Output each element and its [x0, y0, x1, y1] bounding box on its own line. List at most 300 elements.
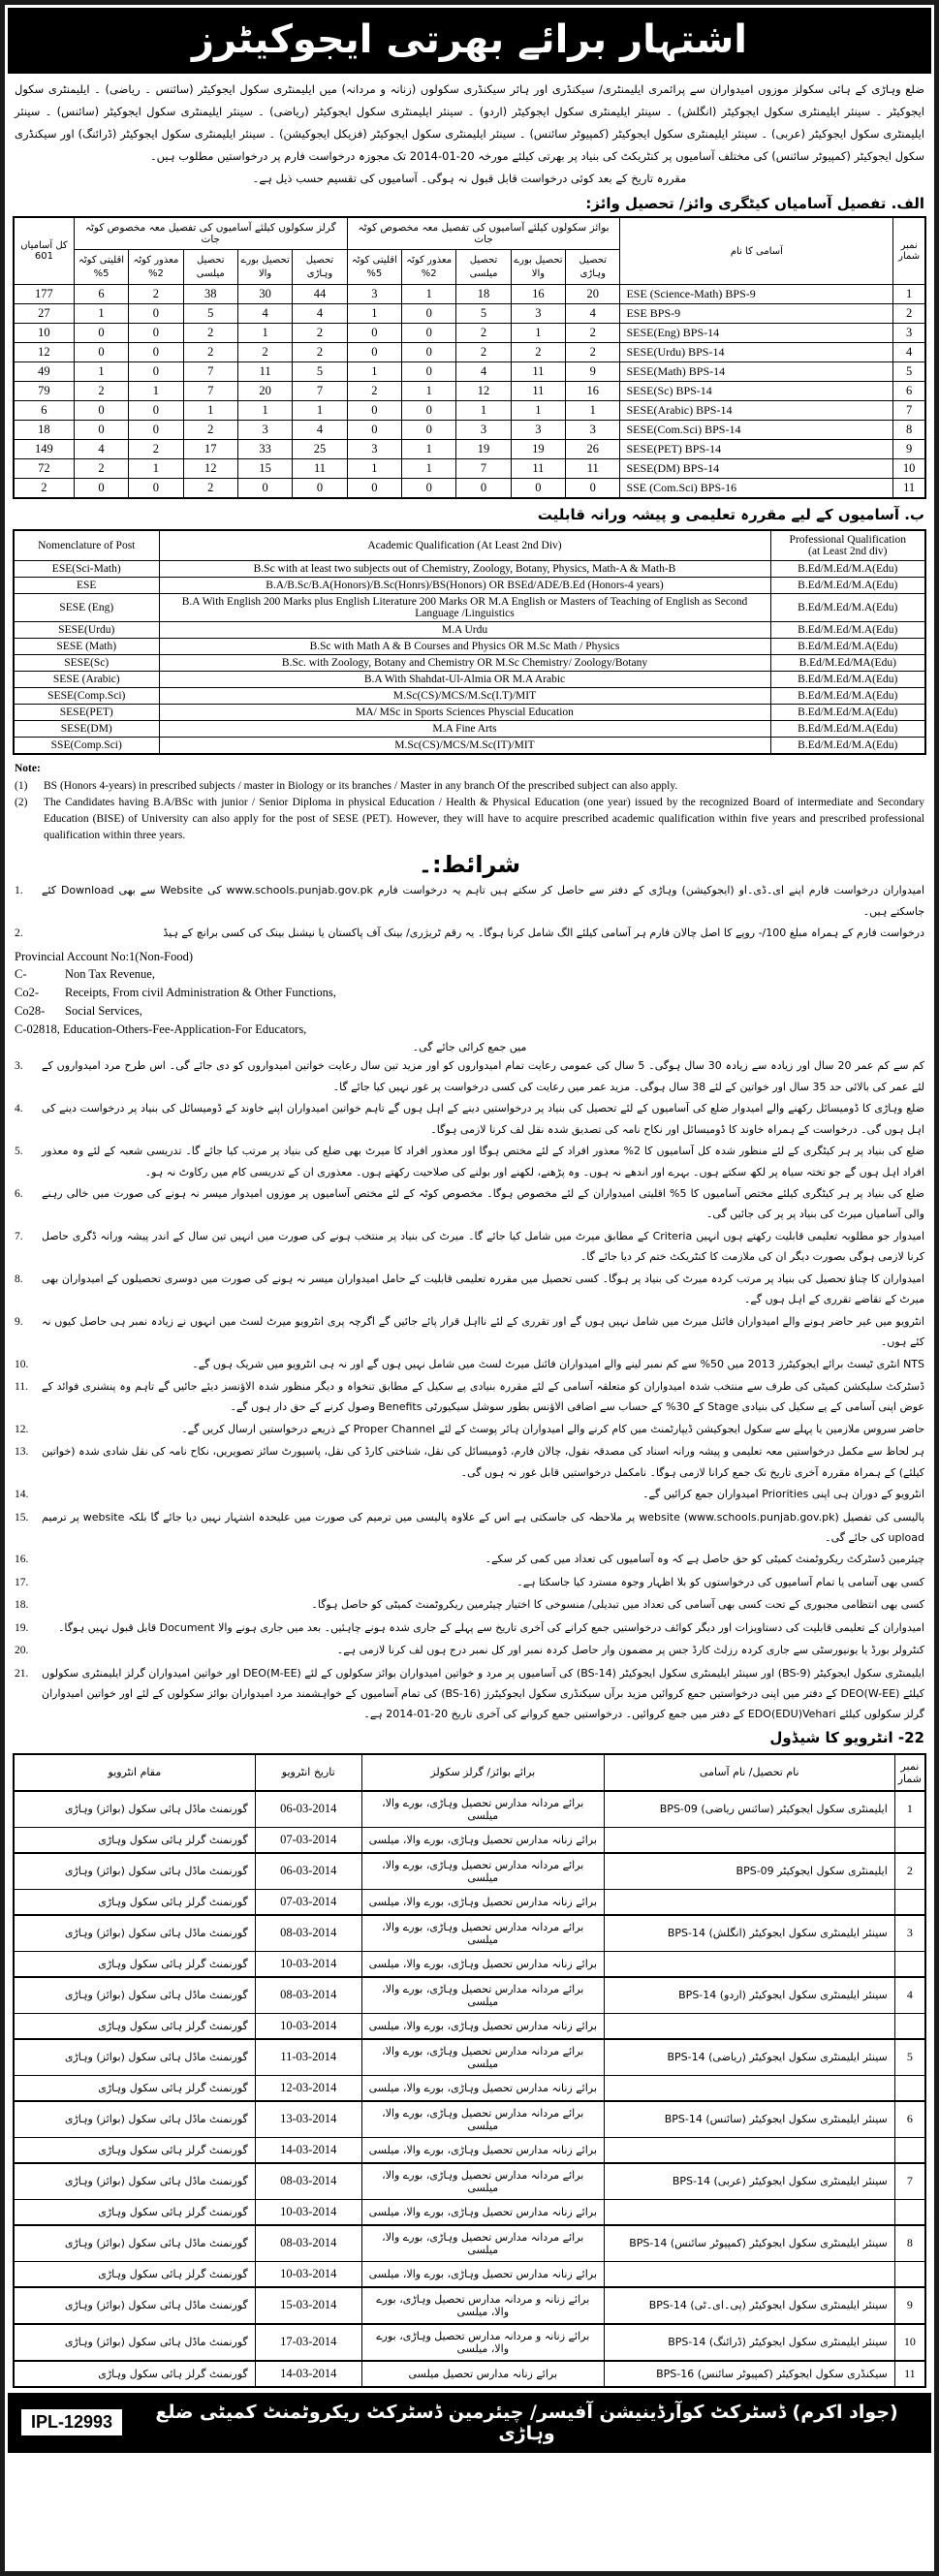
interview-schedule-table [13, 1753, 926, 2388]
schedule-cell-date: 08-03-2014 [255, 2163, 361, 2200]
schedule-cell-date: 10-03-2014 [255, 1951, 361, 1977]
account-row [15, 965, 924, 984]
condition-text: پالیسی کی تفصیل (www.schools.punjab.gov.pk) website پر ملاحظہ کی جاسکتی ہے اس کے علاوہ پالیسی میں ترمیم کی صورت میں علیحدہ اشتہار نہیں دیا جائے گا بلکہ website پر ترمیم upload کی جائے گی۔ [42, 1510, 925, 1544]
vacancy-cell-girls: 0 [129, 401, 183, 421]
vacancy-cell-girls: 0 [74, 421, 128, 440]
account-row [15, 1002, 924, 1021]
qualification-table [13, 529, 926, 755]
schedule-cell-venue: گورنمنٹ گرلز ہائی سکول وہاڑی [14, 2013, 255, 2039]
list-item [15, 1376, 924, 1418]
vacancy-th-boys-disabled: معذور کوٹہ 2% [402, 250, 456, 285]
schedule-table-body [14, 1791, 925, 2387]
condition-marker: 1. [15, 885, 23, 897]
vacancy-cell-girls: 1 [237, 324, 292, 343]
table-row [14, 738, 925, 755]
qual-cell-post: SESE(Urdu) [14, 622, 159, 639]
vacancy-cell-sr: 1 [893, 285, 925, 304]
table-row [14, 2163, 925, 2200]
qual-th-professional [770, 530, 925, 561]
table-row [14, 2101, 925, 2138]
account-provincial-line: Provincial Account No:1(Non-Food) [15, 949, 194, 963]
qual-cell-academic: MA/ MSc in Sports Sciences Physcial Education [159, 705, 770, 721]
account-code: Co2- [15, 986, 39, 1000]
schedule-cell-date: 13-03-2014 [255, 2101, 361, 2138]
vacancy-cell-boys: 2 [347, 382, 401, 401]
vacancy-cell-girls: 38 [183, 285, 237, 304]
condition-text: NTS انٹری ٹیسٹ برائے ایجوکیٹرز 2013 میں 50% سے کم نمبر لینے والے امیدواران فائنل میرٹ لسٹ میں شامل نہیں ہوں گے اور نہ ہی انٹرویو میں شریک ہوں گے۔ [192, 1357, 924, 1370]
vacancy-total-label: کل آسامیاں [20, 240, 68, 251]
account-details-block [5, 946, 934, 1041]
list-item [15, 1226, 924, 1268]
vacancy-cell-post: ESE BPS-9 [620, 304, 893, 324]
condition-text: امیدواران کا چناؤ تحصیل کی بنیاد پر مرتب کردہ میرٹ کی بنیاد پر ہوگا۔ کسی تحصیل میں مقررہ تعلیمی قابلیت کے حامل امیدواران میسر نہ ہونے کی صورت میں دوسری تحصیلوں کے امیدواران بھی میرٹ کے تقاضے تقرری کے اہل ہوں گے۔ [42, 1272, 924, 1306]
shrait-top-list [5, 880, 934, 944]
table-row [14, 2324, 925, 2361]
account-rows [15, 965, 924, 1020]
table-row [14, 2361, 925, 2387]
schedule-cell-school: برائے زنانہ مدارس تحصیل وہاڑی، بورے والا، میلسی [361, 1951, 604, 1977]
schedule-cell-post [604, 1827, 894, 1853]
vacancy-cell-girls: 0 [129, 324, 183, 343]
vacancy-cell-total: 10 [14, 324, 74, 343]
table-row [14, 2075, 925, 2101]
intro-last-line: مقررہ تاریخ کے بعد کوئی درخواست قابل قبول نہ ہوگی۔ آسامیوں کی تقسیم حسب ذیل ہے۔ [252, 172, 687, 185]
vacancy-cell-post: SESE(PET) BPS-14 [620, 440, 893, 459]
schedule-cell-post: سینئر ایلیمنٹری سکول ایجوکیٹر (انگلش) BPS-14 [604, 1915, 894, 1952]
schedule-cell-post [604, 2261, 894, 2287]
vacancy-cell-girls: 2 [183, 479, 237, 499]
schedule-cell-post: سینئر ایلیمنٹری سکول ایجوکیٹر (سائنس) BPS-14 [604, 2101, 894, 2138]
intro-paragraph-block [5, 74, 934, 192]
condition-marker: 6. [15, 1188, 23, 1201]
vacancy-cell-girls: 0 [74, 343, 128, 362]
schedule-cell-venue: گورنمنٹ گرلز ہائی سکول وہاڑی [14, 1827, 255, 1853]
note-text: The Candidates having B.A/BSc with junior / Senior Diploma in physical Education / Health & Physical Education (one year) issued by the recognized Board of intermediate and Secondary Education (BISE) of University can also apply for the post of SESE (PET). However, they will have to acquire prescribed academic qualification within five years and prescribed professional qualification within three years. [44, 797, 924, 841]
condition-text: کسی بھی انتظامی مجبوری کے تحت کسی بھی آسامی کی تعداد میں تبدیلی/ منسوخی کا اختیار چیئرمین ریکروٹمنٹ کمیٹی کو حاصل ہوگا۔ [311, 1598, 924, 1612]
vacancy-cell-boys: 0 [511, 479, 565, 499]
condition-marker: 4. [15, 1103, 23, 1115]
page-title: اشتہار برائے بھرتی ایجوکیٹرز [192, 17, 747, 62]
vacancy-cell-boys: 1 [566, 401, 620, 421]
vacancy-cell-girls: 1 [74, 304, 128, 324]
schedule-cell-school: برائے زنانہ مدارس تحصیل میلسی [361, 2361, 604, 2387]
vacancy-cell-boys: 0 [402, 362, 456, 382]
vacancy-cell-girls: 15 [237, 459, 292, 479]
schedule-cell-school: برائے مردانہ مدارس تحصیل وہاڑی، بورے والا، میلسی [361, 1791, 604, 1828]
vacancy-cell-total: 2 [14, 479, 74, 499]
schedule-cell-post: سینئر ایلیمنٹری سکول ایجوکیٹر (اردو) BPS-14 [604, 1977, 894, 2014]
condition-marker: 7. [15, 1230, 23, 1242]
schedule-cell-school: برائے زنانہ مدارس تحصیل وہاڑی، بورے والا، میلسی [361, 1889, 604, 1915]
schedule-cell-venue: گورنمنٹ ماڈل ہائی سکول (بوائز) وہاڑی [14, 1977, 255, 2014]
vacancy-cell-boys: 3 [511, 421, 565, 440]
list-item [15, 1663, 924, 1725]
vacancy-cell-girls: 2 [129, 440, 183, 459]
condition-text: چیئرمین ڈسٹرکٹ ریکروٹمنٹ کمیٹی کو حق حاصل ہے کہ وہ آسامیوں کی تعداد میں کمی کر سکے۔ [485, 1553, 924, 1566]
qual-cell-post: SSE(Comp.Sci) [14, 738, 159, 755]
note-text: BS (Honors 4-years) in prescribed subjects / master in Biology or its branches / Master in any branch Of the prescribed subject can also apply. [44, 779, 678, 792]
schedule-cell-date: 12-03-2014 [255, 2075, 361, 2101]
table-row [14, 2039, 925, 2076]
schedule-cell-school: برائے مردانہ مدارس تحصیل وہاڑی، بورے والا، میلسی [361, 2101, 604, 2138]
vacancy-table [13, 216, 926, 499]
schedule-cell-sr: 7 [894, 2163, 925, 2200]
vacancy-cell-boys: 0 [347, 479, 401, 499]
condition-marker: 15. [15, 1511, 29, 1524]
vacancy-cell-boys: 0 [347, 401, 401, 421]
schedule-cell-sr [894, 2013, 925, 2039]
schedule-cell-school: برائے مردانہ مدارس تحصیل وہاڑی، بورے والا، میلسی [361, 1977, 604, 2014]
schedule-cell-school: برائے زنانہ مدارس تحصیل وہاڑی، بورے والا، میلسی [361, 2137, 604, 2163]
list-item [15, 1594, 924, 1616]
qual-cell-academic: B.A With Shahdat-Ul-Almia OR M.A Arabic [159, 672, 770, 688]
qual-cell-professional: B.Ed/M.Ed/M.A(Edu) [770, 561, 925, 578]
schedule-cell-date: 07-03-2014 [255, 1827, 361, 1853]
schedule-cell-post: سینئر ایلیمنٹری سکول ایجوکیٹر (پی۔ای۔ٹی) BPS-14 [604, 2287, 894, 2324]
vacancy-cell-boys: 2 [566, 343, 620, 362]
vacancy-cell-boys: 0 [566, 479, 620, 499]
schedule-cell-venue: گورنمنٹ گرلز ہائی سکول وہاڑی [14, 2261, 255, 2287]
schedule-cell-school: برائے مردانہ مدارس تحصیل وہاڑی، بورے والا، میلسی [361, 1853, 604, 1890]
schedule-cell-sr [894, 1889, 925, 1915]
qual-cell-academic: M.A Urdu [159, 622, 770, 639]
vacancy-cell-girls: 1 [129, 459, 183, 479]
vacancy-cell-girls: 5 [183, 304, 237, 324]
vacancy-cell-boys: 1 [402, 440, 456, 459]
notes-title: Note: [15, 763, 41, 774]
vacancy-cell-boys: 1 [456, 401, 511, 421]
table-row [14, 705, 925, 721]
qualification-table-body [14, 561, 925, 755]
schedule-cell-date: 11-03-2014 [255, 2039, 361, 2076]
qual-cell-academic: B.A/B.Sc/B.A(Honors)/B.Sc(Honrs)/BS(Honors) OR BSEd/ADE/B.Ed (Honors-4 years) [159, 578, 770, 594]
schedule-th-date: تاریخ انٹرویو [255, 1754, 361, 1791]
vacancy-cell-girls: 0 [129, 362, 183, 382]
vacancy-cell-girls: 2 [237, 343, 292, 362]
condition-text: امیدوار جو مطلوبہ تعلیمی قابلیت رکھتے ہوں انہیں Criteria کے مطابق میرٹ میں شامل کیا جائے گا۔ میرٹ کی بنیاد پر منتخب ہونے کی صورت میں انہیں تین سال کے اندر پیشہ ورانہ ڈگری حاصل کرنا لازمی ہوگی بصورت دیگر ان کی ملازمت کا کنٹریکٹ ختم کر دیا جائے گا۔ [42, 1229, 925, 1264]
list-item [15, 1098, 924, 1140]
list-item [15, 1419, 924, 1440]
vacancy-cell-sr: 7 [893, 401, 925, 421]
vacancy-cell-girls: 7 [183, 362, 237, 382]
schedule-cell-date: 06-03-2014 [255, 1791, 361, 1828]
account-description: Receipts, From civil Administration & Other Functions, [65, 986, 336, 1000]
schedule-cell-post [604, 2137, 894, 2163]
list-item [15, 1141, 924, 1182]
qual-cell-professional: B.Ed/M.Ed/M.A(Edu) [770, 738, 925, 755]
schedule-cell-sr: 3 [894, 1915, 925, 1952]
vacancy-cell-girls: 3 [237, 421, 292, 440]
vacancy-cell-boys: 16 [566, 382, 620, 401]
table-row [14, 362, 925, 382]
vacancy-cell-boys: 3 [566, 421, 620, 440]
vacancy-cell-boys: 0 [402, 421, 456, 440]
vacancy-cell-girls: 2 [183, 421, 237, 440]
vacancy-cell-boys: 1 [347, 304, 401, 324]
qual-cell-post: SESE(DM) [14, 721, 159, 738]
vacancy-cell-sr: 10 [893, 459, 925, 479]
vacancy-cell-post: SESE(Urdu) BPS-14 [620, 343, 893, 362]
vacancy-th-boys-vehari: تحصیل وہاڑی [566, 250, 620, 285]
table-row [14, 479, 925, 499]
condition-marker: 10. [15, 1358, 29, 1370]
schedule-cell-school: برائے زنانہ مدارس تحصیل وہاڑی، بورے والا، میلسی [361, 2013, 604, 2039]
vacancy-cell-girls: 2 [293, 343, 347, 362]
qual-cell-academic: M.A Fine Arts [159, 721, 770, 738]
schedule-cell-school: برائے زنانہ مدارس تحصیل وہاڑی، بورے والا، میلسی [361, 2199, 604, 2225]
condition-text: ڈسٹرکٹ سلیکشن کمیٹی کی طرف سے منتخب شدہ امیدواران کو متعلقہ آسامی کے لئے مقررہ بنیادی پے سکیل کے مطابق تنخواہ و دیگر منظور شدہ الاؤنسز دیئے جائیں گے تاہم وہ پنشنری فوائد کے عوض اپنی آسامی کے پے سکیل کی بنیادی Stage کے 30% کے حساب سے اضافی الاؤنس بطور سوشل سیکیورٹی Benefits وصول کرنے کے حق دار ہوں گے۔ [42, 1379, 924, 1414]
schedule-cell-sr: 8 [894, 2225, 925, 2262]
table-row [14, 721, 925, 738]
table-row [14, 2199, 925, 2225]
vacancy-cell-sr: 11 [893, 479, 925, 499]
note-marker: (2) [15, 797, 28, 809]
schedule-th-venue: مقام انٹرویو [14, 1754, 255, 1791]
vacancy-cell-girls: 17 [183, 440, 237, 459]
table-row [14, 1889, 925, 1915]
vacancy-cell-boys: 4 [566, 304, 620, 324]
vacancy-cell-total: 18 [14, 421, 74, 440]
schedule-heading [5, 1726, 934, 1750]
condition-marker: 12. [15, 1423, 29, 1435]
vacancy-cell-girls: 2 [183, 324, 237, 343]
schedule-cell-date: 14-03-2014 [255, 2137, 361, 2163]
vacancy-cell-girls: 20 [237, 382, 292, 401]
qual-cell-post: SESE(Sc) [14, 655, 159, 672]
vacancy-th-girls-burewala: تحصیل بورے والا [237, 250, 292, 285]
vacancy-th-boys-minority: اقلیتی کوٹہ 5% [347, 250, 401, 285]
vacancy-cell-boys: 2 [456, 343, 511, 362]
schedule-cell-school: برائے زنانہ مدارس تحصیل وہاڑی، بورے والا، میلسی [361, 1827, 604, 1853]
vacancy-cell-boys: 1 [402, 459, 456, 479]
vacancy-cell-boys: 3 [511, 304, 565, 324]
schedule-cell-school: برائے زنانہ و مردانہ مدارس تحصیل وہاڑی، بورے والا، میلسی [361, 2287, 604, 2324]
vacancy-cell-girls: 11 [237, 362, 292, 382]
qual-header-row [14, 530, 925, 561]
condition-text: حاضر سروس ملازمین یا پہلے سے سکول ایجوکیشن ڈیپارٹمنٹ میں کام کرنے والے امیدواران ہائر پوسٹ کے لئے Proper Channel کے ذریعے درخواستیں ارسال کریں گے۔ [181, 1422, 924, 1435]
condition-text: کسی بھی آسامی یا تمام آسامیوں کی درخواستوں کو بلا اظہار وجوہ مسترد کیا جاسکتا ہے۔ [516, 1575, 924, 1588]
schedule-cell-venue: گورنمنٹ ماڈل ہائی سکول (بوائز) وہاڑی [14, 1915, 255, 1952]
vacancy-cell-sr: 8 [893, 421, 925, 440]
schedule-cell-venue: گورنمنٹ ماڈل ہائی سکول (بوائز) وہاڑی [14, 2101, 255, 2138]
list-item [15, 1549, 924, 1570]
schedule-cell-school: برائے زنانہ مدارس تحصیل وہاڑی، بورے والا، میلسی [361, 2075, 604, 2101]
schedule-cell-post [604, 1889, 894, 1915]
vacancy-cell-girls: 2 [183, 343, 237, 362]
vacancy-cell-post: SESE(Arabic) BPS-14 [620, 401, 893, 421]
vacancy-cell-girls: 6 [74, 285, 128, 304]
condition-marker: 5. [15, 1146, 23, 1158]
condition-text: امیدواران کے تعلیمی قابلیت کی دستاویزات اور دیگر کوائف درخواستیں جمع کرانے کی آخری تاریخ سے پہلے کے جاری شدہ ہونے چاہئیں۔ بعد میں جاری ہونے والا Document قابل قبول نہیں ہوگا۔ [57, 1620, 924, 1634]
schedule-cell-sr [894, 2199, 925, 2225]
vacancy-cell-boys: 11 [511, 459, 565, 479]
condition-text: ضلع وہاڑی کا ڈومیسائل رکھنے والے امیدوار ضلع کی آسامیوں کے لئے تحصیل کی بنیاد پر درخواستیں دینے کے اہل ہوں گے تاہم خواتین امیدواران اپنے خاوند کے ڈومیسائل کی بنیاد پر درخواست دینے کی اہل ہوں گی۔ درخواست کے ہمراہ خاوند کا ڈومیسائل اور نکاح نامہ کی تصدیق شدہ نقل لف کرنا لازمی ہوگا۔ [42, 1102, 924, 1136]
list-item [15, 1572, 924, 1593]
vacancy-cell-girls: 0 [129, 304, 183, 324]
qual-cell-professional: B.Ed/M.Ed/M.A(Edu) [770, 688, 925, 705]
list-item [15, 1183, 924, 1225]
vacancy-cell-post: SESE(Com.Sci) BPS-14 [620, 421, 893, 440]
qual-cell-academic: M.Sc(CS)/MCS/M.Sc(IT)/MIT [159, 738, 770, 755]
qual-cell-professional: B.Ed/M.Ed/M.A(Edu) [770, 705, 925, 721]
vacancy-cell-total: 149 [14, 440, 74, 459]
vacancy-th-girls-disabled: معذور کوٹہ 2% [129, 250, 183, 285]
vacancy-cell-girls: 2 [74, 459, 128, 479]
qual-cell-professional: B.Ed/M.Ed/M.A(Edu) [770, 639, 925, 655]
vacancy-cell-boys: 2 [566, 324, 620, 343]
condition-marker: 14. [15, 1489, 29, 1501]
table-row [14, 594, 925, 622]
vacancy-cell-boys: 18 [456, 285, 511, 304]
condition-text: انٹرویو کے دوران ہی اپنی Priorities امیدواران جمع کرائیں گے۔ [642, 1488, 924, 1501]
list-item [15, 1484, 924, 1505]
qual-th-professional-line1: Professional Qualification [789, 534, 906, 546]
qual-cell-professional: B.Ed/M.Ed/M.A(Edu) [770, 672, 925, 688]
schedule-cell-venue: گورنمنٹ گرلز ہائی سکول وہاڑی [14, 1889, 255, 1915]
vacancy-cell-post: SESE(Sc) BPS-14 [620, 382, 893, 401]
schedule-cell-venue: گورنمنٹ ماڈل ہائی سکول (بوائز) وہاڑی [14, 1853, 255, 1890]
vacancy-cell-girls: 0 [293, 479, 347, 499]
table-row [14, 622, 925, 639]
schedule-th-post: نام تحصیل/ نام آسامی [604, 1754, 894, 1791]
table-row [14, 343, 925, 362]
vacancy-th-girls-vehari: تحصیل وہاڑی [293, 250, 347, 285]
table-row [14, 655, 925, 672]
list-item [15, 1055, 924, 1097]
table-row [14, 2013, 925, 2039]
vacancy-cell-boys: 9 [566, 362, 620, 382]
list-item [15, 923, 924, 944]
vacancy-cell-girls: 5 [293, 362, 347, 382]
vacancy-cell-girls: 1 [74, 362, 128, 382]
table-row [14, 639, 925, 655]
vacancy-cell-post: SESE(Eng) BPS-14 [620, 324, 893, 343]
schedule-cell-venue: گورنمنٹ گرلز ہائی سکول وہاڑی [14, 2075, 255, 2101]
vacancy-cell-boys: 0 [402, 324, 456, 343]
vacancy-cell-post: ESE (Science-Math) BPS-9 [620, 285, 893, 304]
schedule-cell-sr [894, 1827, 925, 1853]
vacancy-cell-boys: 1 [347, 459, 401, 479]
schedule-cell-post: ایلیمنٹری سکول ایجوکیٹر BPS-09 [604, 1853, 894, 1890]
table-row [14, 285, 925, 304]
vacancy-cell-total: 6 [14, 401, 74, 421]
vacancy-cell-girls: 1 [129, 382, 183, 401]
conditions-list [5, 1055, 934, 1724]
schedule-cell-date: 15-03-2014 [255, 2287, 361, 2324]
vacancy-cell-boys: 3 [347, 285, 401, 304]
schedule-cell-date: 06-03-2014 [255, 1853, 361, 1890]
vacancy-cell-boys: 2 [511, 343, 565, 362]
schedule-cell-sr: 11 [894, 2361, 925, 2387]
qual-cell-academic: M.Sc(CS)/MCS/M.Sc(I.T)/MIT [159, 688, 770, 705]
vacancy-th-girls-group: گرلز سکولوں کیلئے آسامیوں کی تفصیل معہ مخصوص کوٹہ جات [74, 217, 347, 250]
qual-cell-academic: B.Sc with at least two subjects out of Chemistry, Zoology, Botany, Physics, Math-A & Math-B [159, 561, 770, 578]
vacancy-th-boys-burewala: تحصیل بورے والا [511, 250, 565, 285]
schedule-cell-post [604, 2199, 894, 2225]
vacancy-cell-girls: 2 [129, 285, 183, 304]
vacancy-cell-sr: 6 [893, 382, 925, 401]
schedule-cell-sr: 6 [894, 2101, 925, 2138]
condition-text: کنٹرولر بورڈ یا یونیورسٹی سے جاری کردہ رزلٹ کارڈ جس پر مضمون وار حاصل کردہ نمبر اور کل نمبر درج ہوں لف کرنا لازمی ہے۔ [336, 1644, 924, 1657]
vacancy-cell-boys: 1 [402, 285, 456, 304]
vacancy-cell-total: 49 [14, 362, 74, 382]
table-row [14, 1853, 925, 1890]
vacancy-cell-boys: 0 [402, 401, 456, 421]
vacancy-cell-boys: 0 [402, 343, 456, 362]
condition-marker: 21. [15, 1667, 29, 1680]
section-a-heading: الف. تفصیل آسامیاں کیٹگری وائز/ تحصیل وائز: [585, 195, 924, 212]
schedule-cell-post [604, 1951, 894, 1977]
schedule-cell-venue: گورنمنٹ ماڈل ہائی سکول (بوائز) وہاڑی [14, 2324, 255, 2361]
table-row [14, 1791, 925, 1828]
schedule-cell-venue: گورنمنٹ ماڈل ہائی سکول (بوائز) وہاڑی [14, 2039, 255, 2076]
vacancy-cell-total: 72 [14, 459, 74, 479]
condition-marker: 9. [15, 1315, 23, 1328]
schedule-header-row [14, 1754, 925, 1791]
list-item [15, 1354, 924, 1375]
account-code: C- [15, 967, 27, 982]
qual-th-professional-line2: (at Least 2nd div) [808, 546, 888, 557]
list-item [15, 1269, 924, 1310]
condition-text: ضلع کی بنیاد پر ہر کیٹگری کے لئے منظور شدہ کل آسامیوں کا 2% معذور افراد کے لئے مختص ہوگا اور معذور افراد کا میرٹ بھی ضلع کی بنیاد پر مرتب کیا جائے گا۔ تدریسی شعبہ کے لئے وہ معذور افراد اہل ہوں گے جو تختہ سیاہ پر لکھ سکتے ہوں۔ بہرے اور اندھے نہ ہوں۔ وہ پڑھنے، لکھنے اور بولنے کی صلاحیت رکھتے ہوں۔ معذوری ان کے تدریسی کام میں رکاوٹ نہ ہو۔ [42, 1145, 925, 1178]
schedule-cell-post: سینئر ایلیمنٹری سکول ایجوکیٹر (عربی) BPS-14 [604, 2163, 894, 2200]
vacancy-cell-boys: 1 [511, 401, 565, 421]
schedule-cell-venue: گورنمنٹ ماڈل ہائی سکول (بوائز) وہاڑی [14, 1791, 255, 1828]
vacancy-cell-total: 27 [14, 304, 74, 324]
table-row [14, 401, 925, 421]
vacancy-cell-boys: 1 [402, 382, 456, 401]
vacancy-th-total [14, 217, 74, 285]
table-row [14, 1977, 925, 2014]
qual-cell-post: SESE (Arabic) [14, 672, 159, 688]
intro-paragraph: ضلع وہاڑی کے ہائی سکولز موزوں امیدواران سے پرائمری ایلیمنٹری/ سیکنڈری اور ہائر سیکنڈری سکولوں (زنانہ و مردانہ) میں ایلیمنٹری سکول ایجوکیٹر (سائنس ۔ ریاضی) ۔ ایلیمنٹری سکول ایجوکیٹر ۔ سینئر ایلیمنٹری سکول ایجوکیٹر (انگلش) ۔ سینئر ایلیمنٹری سکول ایجوکیٹر (اردو) ۔ سینئر ایلیمنٹری سکول ایجوکیٹر (ریاضی) ۔ سینئر ایلیمنٹری سکول ایجوکیٹر (سائنس) ۔ سینئر ایلیمنٹری سکول ایجوکیٹر (عربی) ۔ سینئر ایلیمنٹری سکول ایجوکیٹر (کمپیوٹر سائنس) ۔ سینئر ایلیمنٹری سکول ایجوکیٹر (فزیکل ایجوکیشن) ۔ سینئر ایلیمنٹری سکول ایجوکیٹر (ڈرائنگ) اور سیکنڈری سکول ایجوکیٹر (کمپیوٹر سائنس) کی مختلف آسامیوں پر کنٹریکٹ کی بنیاد پر بھرتی کیلئے مورخہ 20-01-2014 تک مجوزہ درخواست فارم پر درخواستیں مطلوب ہیں۔ [15, 82, 924, 163]
qual-cell-professional: B.Ed/M.Ed/M.A(Edu) [770, 594, 925, 622]
vacancy-cell-boys: 19 [511, 440, 565, 459]
footer-bar [8, 2393, 931, 2453]
vacancy-cell-boys: 5 [456, 304, 511, 324]
vacancy-cell-boys: 26 [566, 440, 620, 459]
vacancy-cell-boys: 3 [456, 421, 511, 440]
vacancy-cell-total: 79 [14, 382, 74, 401]
schedule-th-school: برائے بوائز/ گرلز سکولز [361, 1754, 604, 1791]
schedule-cell-venue: گورنمنٹ ماڈل ہائی سکول (بوائز) وہاڑی [14, 2163, 255, 2200]
list-item [15, 1311, 924, 1353]
table-row [14, 440, 925, 459]
account-description: Social Services, [65, 1003, 142, 1018]
vacancy-th-girls-minority: اقلیتی کوٹہ 5% [74, 250, 128, 285]
table-row [14, 304, 925, 324]
conditions-heading: شرائط:۔ [418, 851, 521, 879]
vacancy-cell-girls: 11 [293, 459, 347, 479]
qual-cell-post: ESE [14, 578, 159, 594]
schedule-cell-date: 17-03-2014 [255, 2324, 361, 2361]
table-row [14, 2225, 925, 2262]
vacancy-cell-boys: 0 [347, 421, 401, 440]
list-item [15, 1441, 924, 1483]
schedule-marker: 22- [897, 1728, 924, 1746]
vacancy-cell-girls: 1 [183, 401, 237, 421]
condition-text: درخواست فارم کے ہمراہ مبلغ 100/- روپے کا اصل چالان فارم ہر آسامی کیلئے الگ شامل کرنا ہوگا۔ یہ رقم ٹریژری/ بینک آف پاکستان یا نیشنل بینک کی کسی برانچ کے ہیڈ [163, 927, 924, 940]
table-row [14, 578, 925, 594]
condition-marker: 13. [15, 1446, 29, 1459]
schedule-cell-post: سیکنڈری سکول ایجوکیٹر (کمپیوٹر سائنس) BPS-16 [604, 2361, 894, 2387]
vacancy-cell-girls: 0 [74, 324, 128, 343]
schedule-cell-venue: گورنمنٹ گرلز ہائی سکول وہاڑی [14, 2199, 255, 2225]
vacancy-cell-boys: 12 [456, 382, 511, 401]
signatory-line: (جواد اکرم) ڈسٹرکٹ کوآرڈینیشن آفیسر/ چیئرمین ڈسٹرکٹ ریکروٹمنٹ کمیٹی ضلع وہاڑی [155, 2401, 898, 2444]
condition-marker: 11. [15, 1380, 28, 1393]
schedule-cell-venue: گورنمنٹ ماڈل ہائی سکول (بوائز) وہاڑی [14, 2287, 255, 2324]
